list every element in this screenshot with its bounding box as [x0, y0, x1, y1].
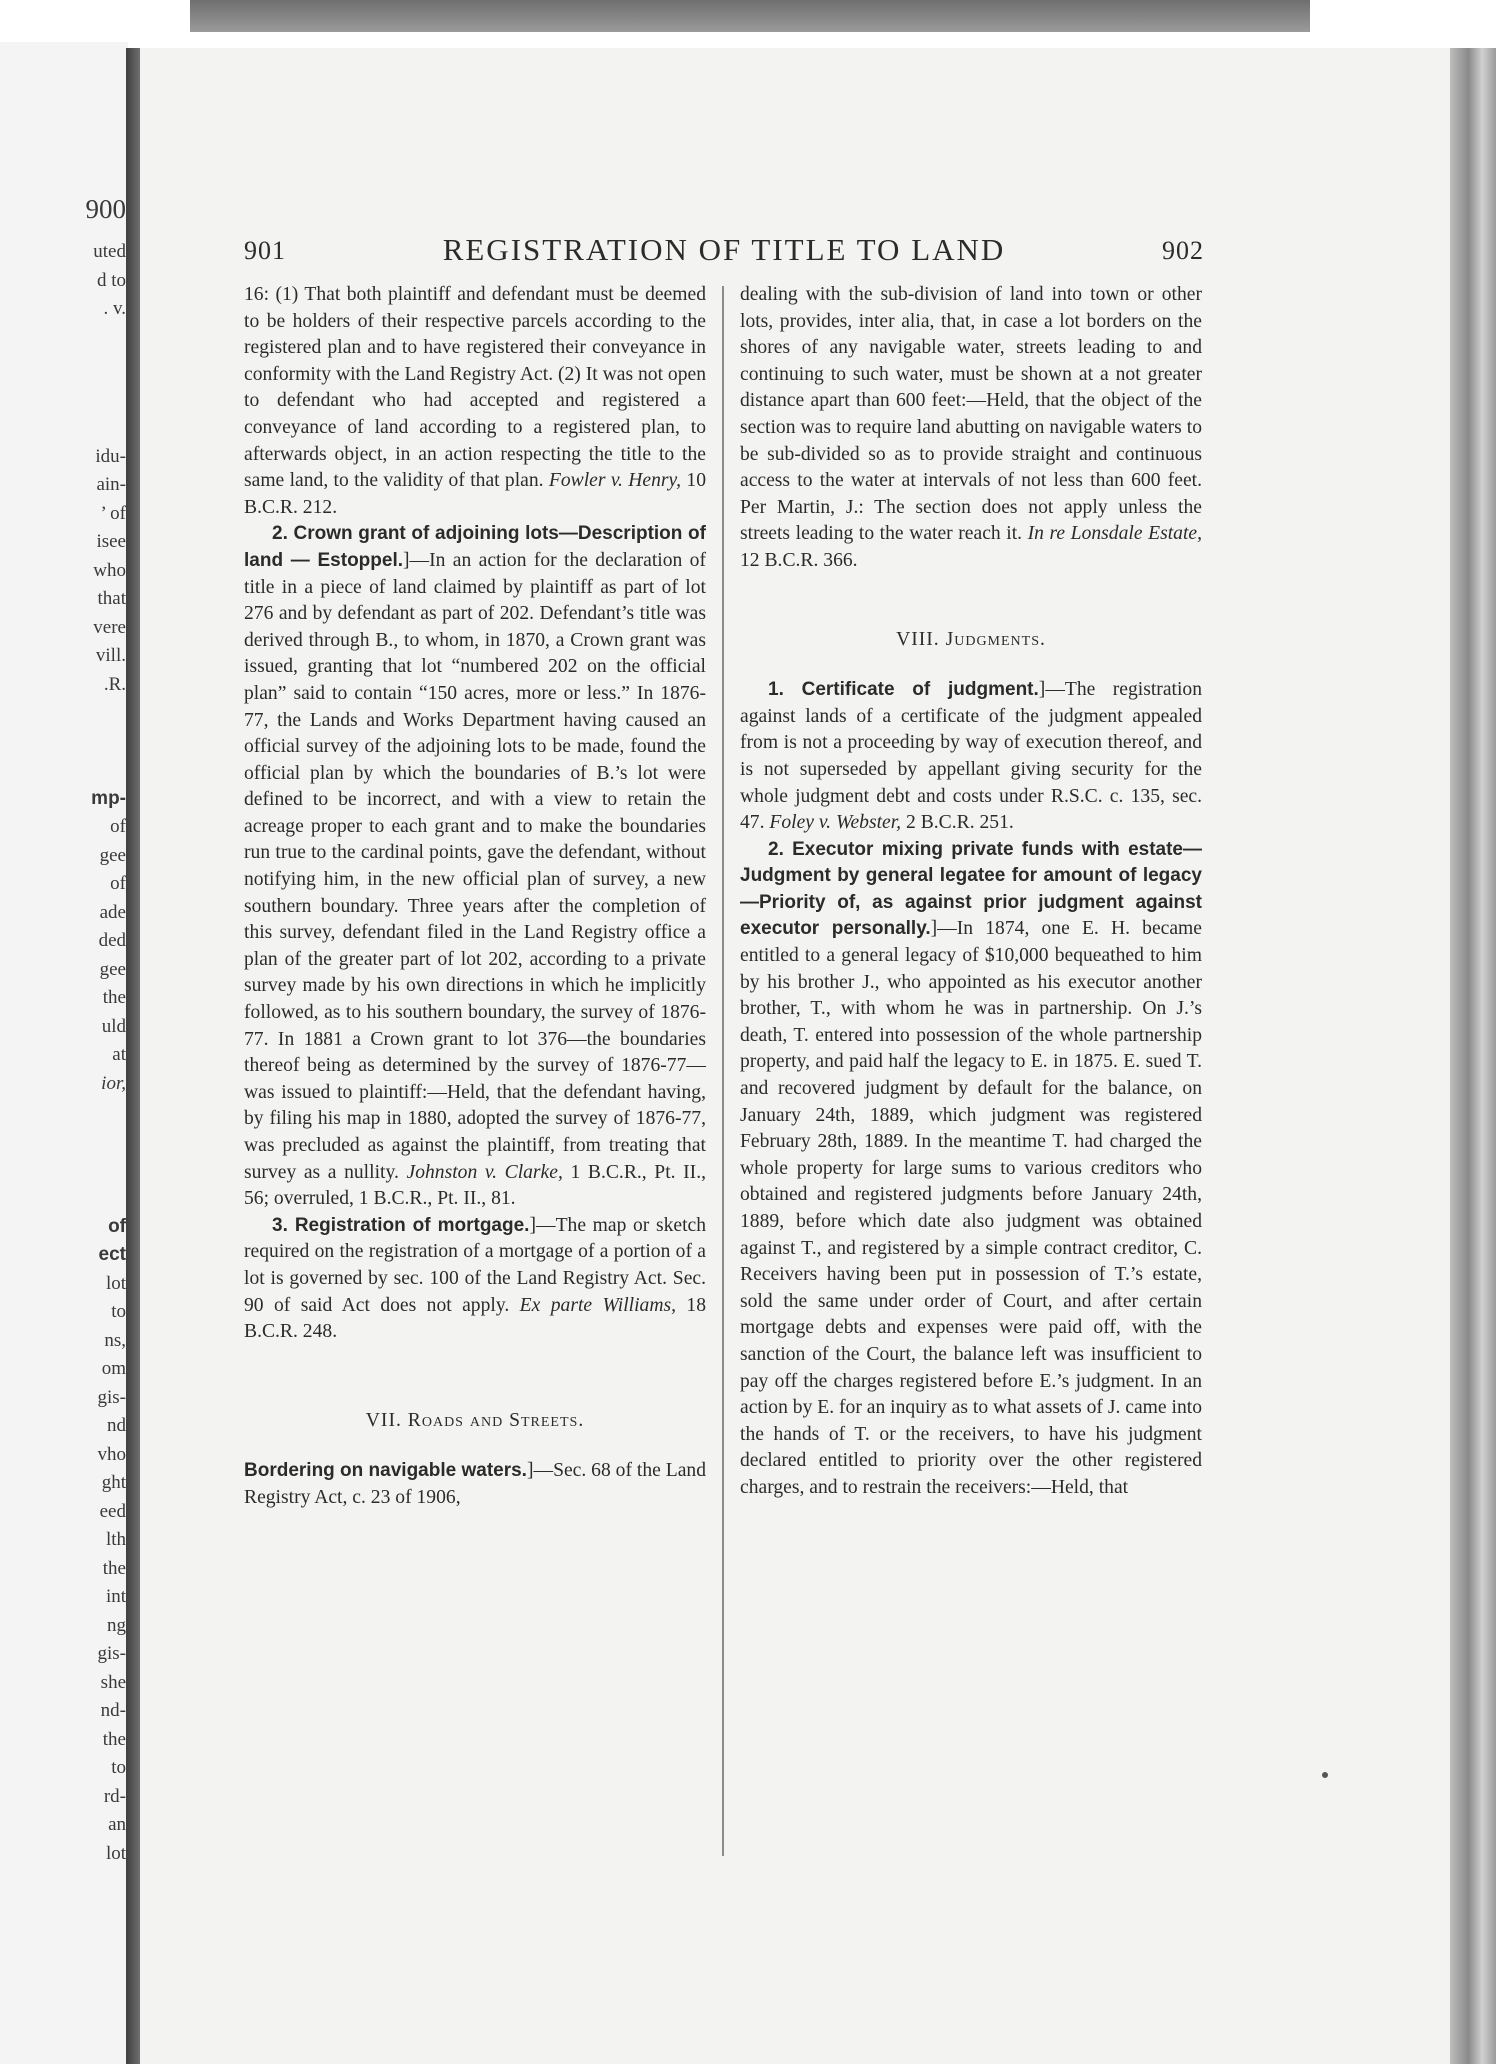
entry-heading: 2. Crown grant of adjoining lots—Description of land — Estoppel. — [244, 523, 706, 571]
facing-page-line: the — [102, 1729, 126, 1750]
facing-page-line: to — [111, 1301, 126, 1322]
facing-page-line: ain- — [96, 474, 126, 495]
entry-crown-grant: 2. Crown grant of adjoining lots—Description of land — Estoppel.]—In an action for the declaration of title in a piece of land claimed by plaintiff as part of lot 276 and by defendant as part of 202. Defendant’s title was derived through B., to whom, in 1870, a Crown grant was issued, granting that lot “numbered 202 on the official plan” said to contain “150 acres, more or less.” In 1876-77, the Lands and Works Department having caused an official survey of the adjoining lots to be made, found the official plan by which the boundaries of B.’s lot were defined to be incorrect, and with a view to retain the acreage proper to each grant and to make the boundaries run true to the cardinal points, gave the defendant, without notifying him, in the new official plan of survey, a new southern boundary. Three years after the completion of this survey, defendant filed in the Land Registry office a plan of the greater part of lot 202, according to a private survey made by his own directions in which he implicitly followed, as to his southern boundary, the survey of 1876-77. In 1881 a Crown grant to lot 376—the boundaries thereof being as determined by the survey of 1876-77—was issued to plaintiff:—Held, that the defendant having, by filing his map in 1880, adopted the survey of 1876-77, was precluded as against the plaintiff, from treating that survey as a nullity. Johnston v. Clarke, 1 B.C.R., Pt. II., 56; overruled, 1 B.C.R., Pt. II., 81. — [244, 523, 707, 1210]
page-edges — [1450, 48, 1496, 2064]
facing-page-line: ior, — [101, 1073, 126, 1094]
scan-speck — [1322, 1772, 1328, 1778]
facing-page-line: lot — [105, 1843, 126, 1864]
facing-page-line: nd- — [100, 1700, 126, 1721]
facing-page-line: .R. — [103, 674, 126, 695]
left-column — [244, 282, 706, 1512]
facing-page-line: lot — [105, 1273, 126, 1294]
facing-page-line: idu- — [95, 446, 126, 467]
facing-page-line: vere — [93, 617, 126, 638]
running-head — [244, 232, 1204, 276]
facing-page-line: gee — [99, 959, 126, 980]
right-continuation: dealing with the sub-division of land into town or other lots, provides, inter alia, that, in case a lot borders on the shores of any navigable water, streets leading to and continuing to such water, must be shown at a not greater distance apart than 600 feet:—Held, that the object of the section was to require land abutting on navigable waters to be sub-divided so as to provide straight and continuous access to the water at intervals of not less than 600 feet. Per Martin, J.: The section does not apply unless the streets leading to the water reach it. In re Lonsdale Estate, 12 B.C.R. 366. — [740, 284, 1202, 571]
entry-certificate-of-judgment: 1. Certificate of judgment.]—The registration against lands of a certificate of the judgment appealed from is not a proceeding by way of execution thereof, and is not superseded by appellant giving security for the whole judgment debt and costs under R.S.C. c. 135, sec. 47. Foley v. Webster, 2 B.C.R. 251. — [740, 679, 1203, 834]
facing-page-line: an — [108, 1814, 126, 1835]
facing-page-line: eed — [99, 1501, 126, 1522]
facing-page-line: int — [105, 1586, 126, 1607]
entry-heading: 1. Certificate of judgment. — [768, 679, 1039, 701]
facing-page-line: uld — [101, 1016, 126, 1037]
section-heading-judgments: VIII. Judgments. — [896, 628, 1046, 650]
facing-page-line: that — [97, 588, 126, 609]
facing-page-line: rd- — [103, 1786, 126, 1807]
entry-heading: Bordering on navigable waters. — [244, 1460, 527, 1482]
entry-heading: 2. Executor mixing private funds with estate—Judgment by general legatee for amount of legacy—Priority of, as against prior judgment against executor personally. — [740, 838, 1202, 940]
facing-page-line: gee — [99, 845, 126, 866]
facing-page-line: ade — [99, 902, 126, 923]
facing-page-line: . v. — [103, 298, 126, 319]
facing-page-line: mp- — [91, 788, 126, 809]
entry-registration-of-mortgage: 3. Registration of mortgage.]—The map or sketch required on the registration of a mortgage of a portion of a lot is governed by sec. 100 of the Land Registry Act. Sec. 90 of said Act does not apply. Ex parte Williams, 18 B.C.R. 248. — [244, 1214, 707, 1343]
book-gutter — [126, 48, 140, 2064]
facing-page-line: lth — [105, 1529, 126, 1550]
facing-page-line: isee — [96, 531, 126, 552]
section-heading-roads: VII. Roads and Streets. — [365, 1409, 585, 1431]
column-divider — [722, 286, 724, 1856]
facing-page-line: who — [93, 560, 126, 581]
facing-page-line: of — [110, 816, 126, 837]
entry-heading: 3. Registration of mortgage. — [272, 1214, 530, 1236]
facing-page-line: of — [110, 873, 126, 894]
facing-page-line: gis- — [97, 1643, 126, 1664]
facing-page-line: ng — [107, 1615, 126, 1636]
facing-page-line: 900 — [85, 194, 126, 224]
running-title: REGISTRATION OF TITLE TO LAND — [442, 232, 1006, 267]
facing-page-line: ect — [98, 1244, 126, 1265]
facing-page-line: gis- — [97, 1387, 126, 1408]
facing-page-line: she — [100, 1672, 126, 1693]
facing-page-line: ded — [98, 930, 126, 951]
entry-executor-mixing-funds: 2. Executor mixing private funds with estate—Judgment by general legatee for amount of legacy—Priority of, as against prior judgment against executor personally.]—In 1874, one E. H. became entitled to a general legacy of $10,000 bequeathed to him by his brother J., who appointed as his executor another brother, T., with whom he was in partnership. On J.’s death, T. entered into possession of the whole partnership property, and paid half the legacy to E. in 1875. E. sued T. and recovered judgment by default for the balance, on January 24th, 1889, which judgment was registered February 28th, 1889. In the meantime T. had charged the whole property for large sums to various creditors who obtained and registered judgments before January 24th, 1889, before which date also judgment was obtained against T., and registered by a simple contract creditor, C. Receivers having been put in possession of T.’s estate, sold the same under order of Court, and after certain mortgage debts and expenses were paid off, with the sanction of the Court, the balance left was insufficient to pay off the charges registered before E.’s judgment. In an action by E. for an inquiry as to what assets of J. came into the hands of T. or the receivers, to have his judgment declared entitled to priority over the other registered charges, and to restrain the receivers:—Held, that — [740, 838, 1202, 1498]
right-column — [740, 282, 1202, 1502]
facing-page-line: ’ of — [100, 503, 126, 524]
facing-page-line: om — [101, 1358, 126, 1379]
facing-page-line: nd — [107, 1415, 126, 1436]
facing-page-line: of — [108, 1216, 126, 1237]
left-continuation: 16: (1) That both plaintiff and defendant must be deemed to be holders of their respective parcels according to the registered plan and to have registered their conveyance in conformity with the Land Registry Act. (2) It was not open to defendant who had accepted and registered a conveyance of land according to a registered plan, to afterwards object, in an action respecting the title to the same land, to the validity of that plan. Fowler v. Henry, 10 B.C.R. 212. — [244, 284, 706, 518]
facing-page-line: ght — [101, 1472, 126, 1493]
facing-page-line: the — [102, 1558, 126, 1579]
scan-border — [190, 0, 1310, 32]
facing-page-line: d to — [96, 270, 126, 291]
facing-page-line: ns, — [104, 1330, 126, 1351]
facing-page-line: vill. — [95, 645, 126, 666]
facing-page-line: uted — [93, 241, 126, 262]
facing-page-line: the — [102, 987, 126, 1008]
facing-page-line: vho — [97, 1444, 126, 1465]
left-page-number: 901 — [244, 236, 286, 265]
right-page-number: 902 — [1162, 236, 1204, 265]
facing-page-line: at — [112, 1044, 126, 1065]
entry-navigable-waters: Bordering on navigable waters.]—Sec. 68 of the Land Registry Act, c. 23 of 1906, — [244, 1460, 706, 1508]
facing-page-line: to — [111, 1757, 126, 1778]
